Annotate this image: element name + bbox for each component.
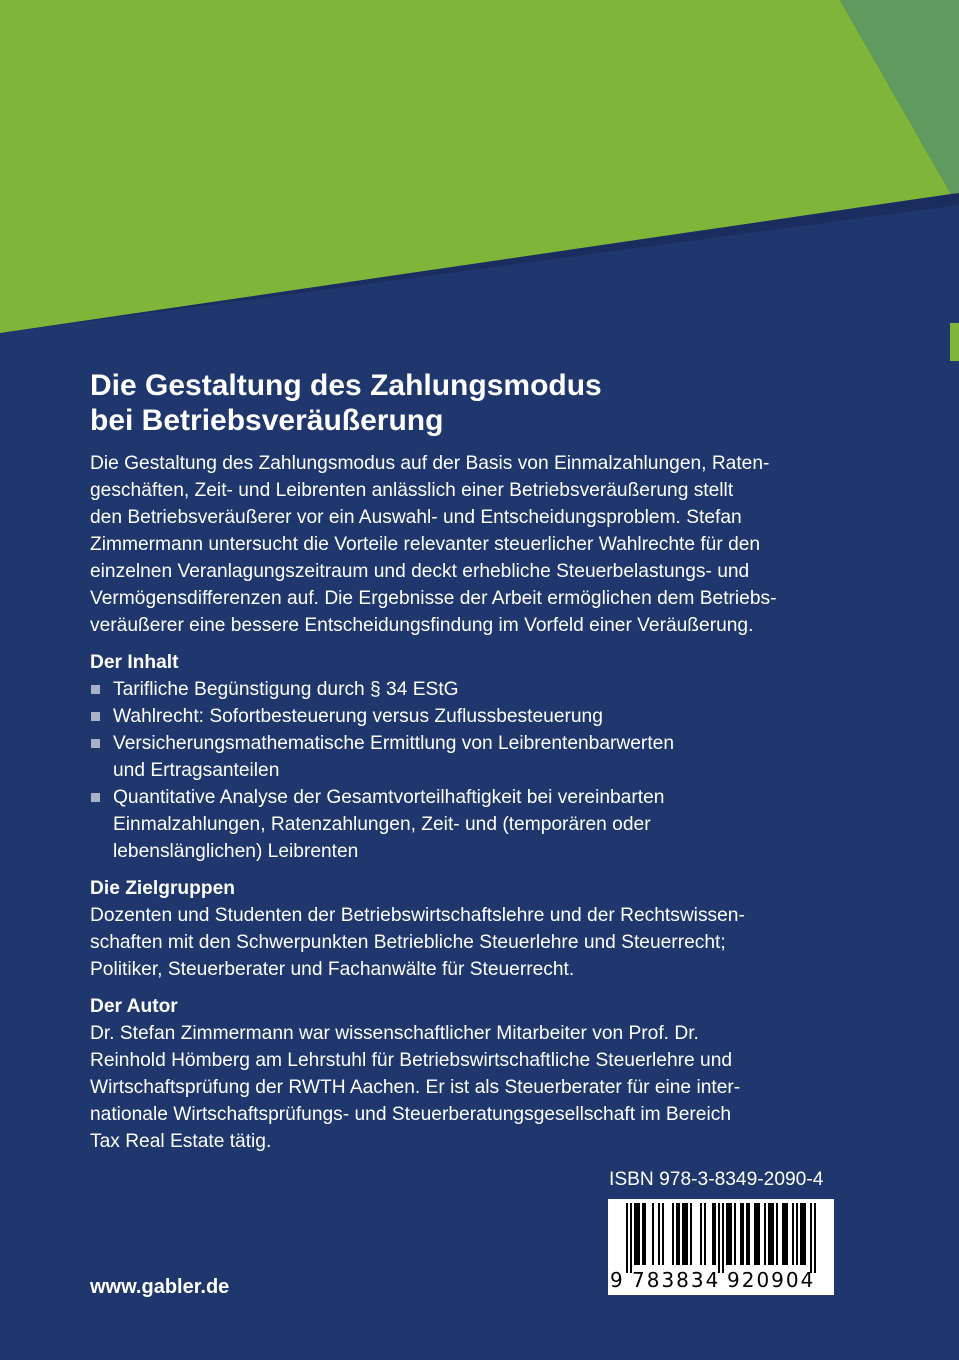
list-item-line: Einmalzahlungen, Ratenzahlungen, Zeit- und (temporären oder [113,814,651,835]
barcode-digits [608,1267,834,1293]
list-item [90,730,840,784]
barcode-bar [734,1203,736,1265]
contents-list [90,676,840,865]
barcode-bar [676,1203,678,1265]
barcode-bar [682,1203,684,1265]
barcode-bar [636,1203,638,1265]
barcode-bar [714,1203,716,1265]
author-line: Tax Real Estate tätig. [90,1131,272,1152]
title-line-1: Die Gestaltung des Zahlungsmodus [90,369,602,402]
list-item [90,703,840,730]
barcode-right-group: 920904 [727,1268,816,1292]
barcode-bar [776,1203,778,1265]
barcode-first-digit: 9 [610,1268,623,1292]
isbn-number: ISBN 978-3-8349-2090-4 [609,1169,824,1190]
barcode-bar [686,1203,688,1265]
barcode-bar [782,1203,784,1265]
barcode-bar [748,1203,750,1265]
list-item [90,676,840,703]
author-text [90,1020,840,1155]
description-line: den Betriebsveräußerer vor ein Auswahl- und Entscheidungsproblem. Stefan [90,507,742,528]
barcode-bar [730,1203,732,1265]
barcode-bar [634,1203,636,1265]
barcode-bar [770,1203,772,1265]
target-groups-heading: Die Zielgruppen [90,878,235,899]
barcode-bar [740,1203,742,1265]
contents-heading: Der Inhalt [90,652,179,673]
barcode-bar [626,1203,628,1273]
target-groups-line: Dozenten und Studenten der Betriebswirtschaftslehre und der Rechtswissen- [90,905,745,926]
barcode-bar [802,1203,804,1265]
barcode-bar [792,1203,794,1265]
barcode-bar [796,1203,798,1265]
description-line: geschäften, Zeit- und Leibrenten anlässlich einer Betriebsveräußerung stellt [90,480,734,501]
green-edge-tab [950,323,959,361]
barcode-bar [758,1203,760,1265]
barcode-bar [728,1203,730,1265]
barcode-left-group: 783834 [632,1268,721,1292]
author-heading: Der Autor [90,996,178,1017]
barcode-bar [804,1203,806,1265]
list-item-line: Quantitative Analyse der Gesamtvorteilhaftigkeit bei vereinbarten [113,787,665,808]
list-item-line: Tarifliche Begünstigung durch § 34 EStG [113,679,459,700]
description-line: Vermögensdifferenzen auf. Die Ergebnisse der Arbeit ermöglichen dem Betriebs- [90,588,777,609]
barcode-bar [652,1203,654,1265]
barcode-bar [722,1203,724,1273]
barcode-bar [786,1203,788,1265]
barcode-bar [704,1203,706,1265]
barcode-bar [726,1203,728,1265]
barcode-bar [756,1203,758,1265]
barcode-bar [642,1203,644,1265]
list-item-line: Wahlrecht: Sofortbesteuerung versus Zuflussbesteuerung [113,706,603,727]
barcode-bar [764,1203,766,1265]
barcode-bar [718,1203,720,1273]
list-item-line: Versicherungsmathematische Ermittlung von Leibrentenbarwerten [113,733,674,754]
barcode-bar [810,1203,812,1273]
list-item-line: lebenslänglichen) Leibrenten [113,841,359,862]
square-bullet-icon [91,739,100,748]
author-line: Wirtschaftsprüfung der RWTH Aachen. Er ist als Steuerberater für eine inter- [90,1077,741,1098]
description-line: veräußerer eine bessere Entscheidungsfindung im Vorfeld einer Veräußerung. [90,615,754,636]
barcode-bar [684,1203,686,1265]
target-groups-text [90,902,840,983]
barcode-bar [800,1203,802,1265]
barcode-bar [658,1203,660,1265]
title-line-2: bei Betriebsveräußerung [90,404,444,437]
square-bullet-icon [91,793,100,802]
target-groups-line: schaften mit den Schwerpunkten Betriebliche Steuerlehre und Steuerrecht; [90,932,726,953]
barcode-bar [630,1203,632,1273]
description-line: Die Gestaltung des Zahlungsmodus auf der Basis von Einmalzahlungen, Raten- [90,453,770,474]
barcode [608,1199,834,1295]
barcode-bar [784,1203,786,1265]
barcode-bar [700,1203,702,1265]
back-cover-text [90,368,840,1155]
barcode-bar [678,1203,680,1265]
author-line: nationale Wirtschaftsprüfungs- und Steuerberatungsgesellschaft im Bereich [90,1104,731,1125]
barcode-bar [690,1203,692,1265]
barcode-bar [638,1203,640,1265]
barcode-bar [644,1203,646,1265]
book-title [90,368,840,438]
barcode-bar [742,1203,744,1265]
publisher-website: www.gabler.de [90,1276,230,1298]
author-line: Reinhold Hömberg am Lehrstuhl für Betriebswirtschaftliche Steuerlehre und [90,1050,733,1071]
target-groups-line: Politiker, Steuerberater und Fachanwälte für Steuerrecht. [90,959,575,980]
square-bullet-icon [91,685,100,694]
list-item [90,784,840,865]
square-bullet-icon [91,712,100,721]
barcode-bar [746,1203,748,1265]
barcode-bar [814,1203,816,1273]
description-line: Zimmermann untersucht die Vorteile relevanter steuerlicher Wahlrechte für den [90,534,761,555]
barcode-bar [754,1203,756,1265]
author-line: Dr. Stefan Zimmermann war wissenschaftlicher Mitarbeiter von Prof. Dr. [90,1023,699,1044]
description [90,450,840,639]
list-item-line: und Ertragsanteilen [113,760,280,781]
barcode-bar [768,1203,770,1265]
barcode-bar [712,1203,714,1265]
barcode-bar [662,1203,664,1265]
barcode-bar [672,1203,674,1265]
description-line: einzelnen Veranlagungszeitraum und deckt erhebliche Steuerbelastungs- und [90,561,750,582]
barcode-bar [772,1203,774,1265]
